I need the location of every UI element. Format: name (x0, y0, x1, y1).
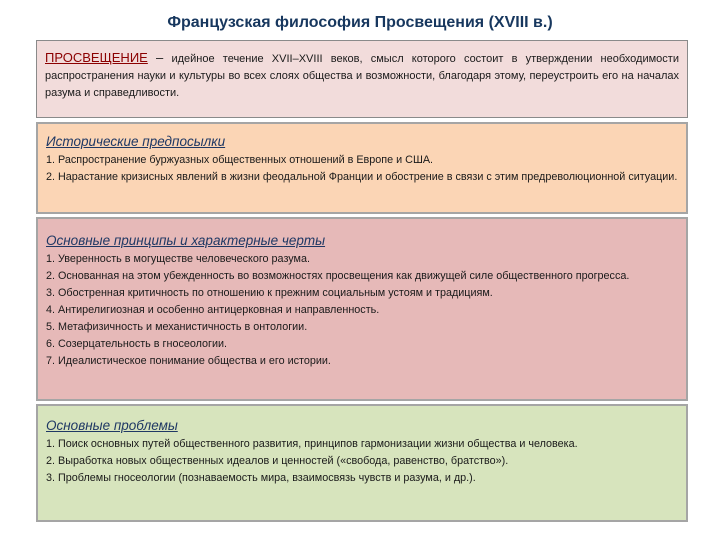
list-item: 4. Антирелигиозная и особенно антицерковная и направленность. (46, 304, 380, 316)
definition-paragraph (45, 49, 679, 102)
list-item: 1. Распространение буржуазных общественных отношений в Европе и США. (46, 154, 434, 166)
section-historical-prerequisites (36, 122, 688, 214)
definition-box (36, 40, 688, 118)
list-item: 1. Уверенность в могуществе человеческого разума. (46, 253, 310, 265)
section-principles (36, 217, 688, 401)
item-list (46, 436, 678, 487)
definition-term: ПРОСВЕЩЕНИЕ (45, 50, 148, 65)
list-item: 1. Поиск основных путей общественного развития, принципов гармонизации жизни общества и человека. (46, 438, 578, 450)
list-item: 6. Созерцательность в гносеологии. (46, 338, 228, 350)
list-item: 3. Обостренная критичность по отношению к прежним социальным устоям и традициям. (46, 287, 493, 299)
list-item: 3. Проблемы гносеологии (познаваемость мира, взаимосвязь чувств и разума, и др.). (46, 472, 476, 484)
definition-dash: – (156, 50, 164, 65)
definition-text: идейное течение XVII–XVIII веков, смысл которого состоит в утверждении необходимости распространения науки и культуры во всех слоях общества и возможности, благодаря этому, переустроить его на началах разума и справедливости. (45, 53, 679, 99)
section-main-problems (36, 404, 688, 522)
page-title: Французская философия Просвещения (XVIII в.) (167, 14, 553, 31)
item-list (46, 152, 678, 186)
section-heading: Основные принципы и характерные черты (46, 233, 326, 248)
item-list (46, 251, 678, 370)
list-item: 7. Идеалистическое понимание общества и его истории. (46, 355, 331, 367)
section-heading: Исторические предпосылки (46, 134, 226, 149)
list-item: 2. Основанная на этом убежденность во возможностях просвещения как движущей силе общественного прогресса. (46, 270, 630, 282)
list-item: 2. Нарастание кризисных явлений в жизни феодальной Франции и обострение в связи с этим предреволюционной ситуации. (46, 171, 678, 183)
section-heading: Основные проблемы (46, 418, 178, 433)
list-item: 2. Выработка новых общественных идеалов и ценностей («свобода, равенство, братство»). (46, 455, 509, 467)
list-item: 5. Метафизичность и механистичность в онтологии. (46, 321, 308, 333)
